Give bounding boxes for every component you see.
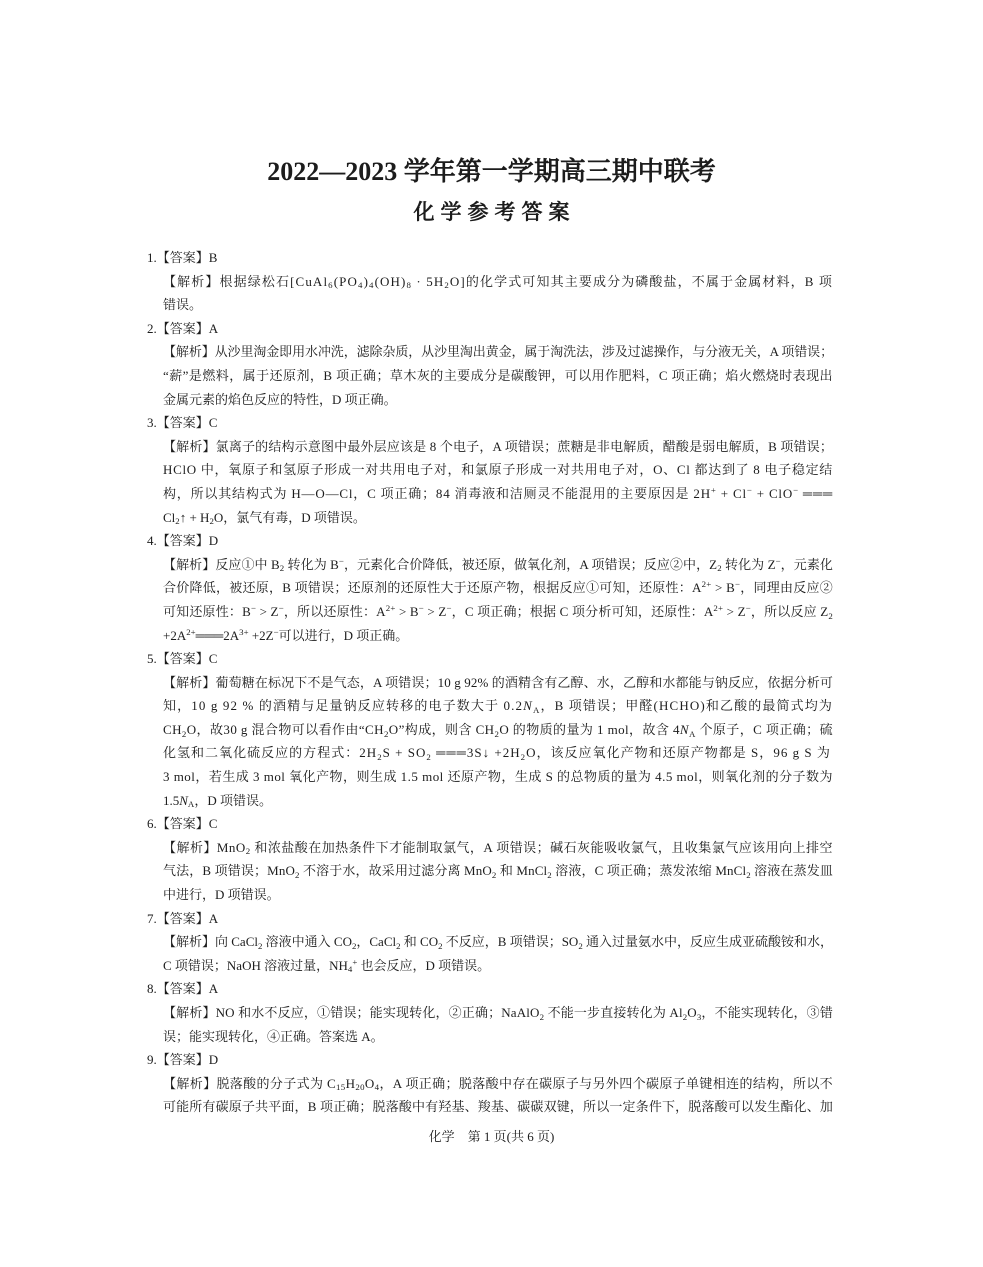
answer-line bbox=[147, 812, 833, 836]
text-run: > Z bbox=[723, 603, 746, 619]
subscript: 3 bbox=[696, 1011, 702, 1022]
subscript: 4 bbox=[347, 964, 353, 975]
text-run: 金属元素的焰色反应的特性，D 项正确。 bbox=[163, 391, 397, 407]
text-run: 错误。 bbox=[163, 297, 203, 313]
text-run: +2A bbox=[163, 627, 187, 643]
analysis-line bbox=[163, 694, 833, 718]
answer-line bbox=[147, 246, 833, 270]
subscript: 2 bbox=[295, 870, 300, 881]
page-footer: 化学 第 1 页(共 6 页) bbox=[428, 1129, 555, 1144]
text-run: 【解析】脱落酸的分子式为 C bbox=[163, 1075, 336, 1091]
superscript: − bbox=[446, 603, 452, 614]
text-run: O，该反应氧化产物和还原产物都是 S，96 g S 为 bbox=[526, 745, 831, 761]
text-run: O bbox=[687, 1005, 697, 1020]
analysis-line bbox=[163, 954, 833, 978]
subscript: 2 bbox=[438, 940, 443, 951]
superscript: − bbox=[418, 603, 424, 614]
text-run: 和 CO bbox=[400, 934, 439, 950]
superscript: − bbox=[745, 603, 751, 614]
analysis-line bbox=[163, 506, 833, 530]
answer-list bbox=[147, 246, 833, 1119]
subscript: 2 bbox=[257, 940, 263, 951]
answer-text: 3.【答案】C bbox=[147, 415, 218, 431]
subscript: 4 bbox=[374, 1082, 380, 1093]
text-run: O，氯气有毒，D 项错误。 bbox=[213, 509, 366, 525]
text-run: CH bbox=[163, 721, 182, 737]
analysis-line bbox=[163, 765, 833, 789]
text-run: ↑ + H bbox=[179, 509, 210, 525]
subscript: 2 bbox=[175, 516, 180, 527]
text-run: 化氢和二氧化硫反应的方程式：2H bbox=[163, 745, 378, 761]
answer-line bbox=[147, 1048, 833, 1072]
text-run: 和浓盐酸在加热条件下才能制取氯气，A 项错误；碱石灰能吸收氯气，且收集氯气应该用向上排空 bbox=[250, 839, 833, 855]
analysis-line bbox=[163, 624, 833, 648]
text-run: 气法，B 项错误；MnO bbox=[163, 863, 296, 879]
subscript: 2 bbox=[682, 1011, 688, 1022]
superscript: + bbox=[352, 956, 358, 967]
text-run: 知，10 g 92 % 的酒精与足量钠反应转移的电子数大于 0.2 bbox=[163, 698, 524, 714]
text-run: ，B 项错误；甲醛(HCHO)和乙酸的最简式均为 bbox=[540, 698, 833, 714]
subscript: 8 bbox=[406, 280, 413, 291]
text-run: ═══2A bbox=[195, 627, 240, 643]
text-run: 不溶于水，故采用过滤分离 MnO bbox=[299, 863, 492, 879]
analysis-line bbox=[163, 576, 833, 600]
text-run: ，不能实现转化，③错 bbox=[701, 1005, 833, 1020]
analysis-line bbox=[163, 930, 833, 954]
superscript: 2+ bbox=[713, 603, 724, 614]
subscript: 2 bbox=[279, 563, 285, 574]
text-run: 【解析】葡萄糖在标况下不是气态，A 项错误；10 g 92% 的酒精含有乙醇、水，乙醇和水都能与钠反应，依据分析可 bbox=[163, 674, 833, 690]
analysis-line bbox=[163, 718, 833, 742]
text-run: ═══3S↓ +2H bbox=[431, 745, 521, 761]
subscript: 20 bbox=[355, 1082, 365, 1093]
analysis-line bbox=[163, 1072, 833, 1096]
italic-symbol: N bbox=[523, 698, 533, 714]
text-run: 【解析】向 CaCl bbox=[163, 934, 258, 950]
subscript: 2 bbox=[547, 870, 552, 881]
analysis-line bbox=[163, 1095, 833, 1119]
text-run: ，元素化合价降低，被还原，做氧化剂，A 项错误；反应②中，Z bbox=[343, 556, 718, 572]
subscript: 2 bbox=[717, 563, 722, 574]
superscript: − bbox=[273, 626, 279, 637]
superscript: − bbox=[746, 485, 753, 496]
analysis-line bbox=[163, 859, 833, 883]
text-run: 合价降低，被还原，B 项错误；还原剂的还原性大于还原产物，根据反应①可知，还原性：A bbox=[163, 580, 702, 596]
text-run: 转化为 B bbox=[284, 556, 339, 572]
text-run: 中进行，D 项错误。 bbox=[163, 887, 280, 903]
text-run: 【解析】NO 和水不反应，①错误；能实现转化，②正确；NaAlO bbox=[163, 1005, 540, 1020]
superscript: − bbox=[250, 603, 257, 614]
subscript: 2 bbox=[209, 516, 214, 527]
answer-line bbox=[147, 317, 833, 341]
analysis-line bbox=[163, 553, 833, 577]
subscript: 2 bbox=[539, 1011, 545, 1022]
subscript: 2 bbox=[444, 280, 450, 291]
page-title: 2022—2023 学年第一学期高三期中联考 bbox=[267, 157, 716, 186]
subscript: 2 bbox=[181, 728, 187, 739]
text-run: 可能所有碳原子共平面，B 项正确；脱落酸中有羟基、羧基、碳碳双键，所以一定条件下，脱落酸可以发生酯化、加 bbox=[163, 1099, 833, 1115]
text-run: 溶液在蒸发皿 bbox=[750, 863, 833, 879]
text-run: 可以进行，D 项正确。 bbox=[278, 627, 409, 643]
text-run: 可知还原性：B bbox=[163, 603, 251, 619]
text-run: C 项错误；NaOH 溶液过量，NH bbox=[163, 957, 348, 973]
text-run: ，所以还原性：A bbox=[283, 603, 386, 619]
superscript: 2+ bbox=[385, 603, 396, 614]
text-run: O]的化学式可知其主要成分为磷酸盐，不属于金属材料，B 项 bbox=[449, 273, 834, 289]
subscript: 15 bbox=[336, 1082, 346, 1093]
subscript: A bbox=[689, 728, 696, 739]
analysis-line bbox=[163, 671, 833, 695]
answer-line bbox=[147, 647, 833, 671]
text-run: ，所以反应 Z bbox=[750, 603, 829, 619]
superscript: 2+ bbox=[701, 579, 712, 590]
superscript: − bbox=[735, 579, 741, 590]
analysis-line bbox=[163, 388, 833, 412]
text-run: > Z bbox=[256, 603, 279, 619]
analysis-line bbox=[163, 789, 833, 813]
superscript: − bbox=[338, 555, 344, 566]
text-run: 通入过量氨水中，反应生成亚硫酸铵和水， bbox=[582, 934, 833, 950]
analysis-line bbox=[163, 1025, 833, 1049]
text-run: (PO bbox=[333, 273, 359, 289]
answer-text: 9.【答案】D bbox=[147, 1052, 219, 1068]
text-run: 溶液，C 项正确；蒸发浓缩 MnCl bbox=[551, 863, 747, 879]
subscript: 2 bbox=[377, 752, 383, 763]
analysis-line bbox=[163, 600, 833, 624]
text-run: ═══ bbox=[798, 485, 833, 501]
text-run: S + SO bbox=[382, 745, 427, 761]
text-run: O bbox=[364, 1075, 375, 1091]
answer-text: 5.【答案】C bbox=[147, 651, 218, 667]
subscript: 2 bbox=[396, 940, 401, 951]
answer-text: 2.【答案】A bbox=[147, 320, 219, 336]
text-run: 个原子，C 项正确；硫 bbox=[695, 721, 834, 737]
analysis-line bbox=[163, 741, 833, 765]
analysis-line bbox=[163, 883, 833, 907]
text-run: ，D 项错误。 bbox=[194, 792, 272, 808]
text-run: 和 MnCl bbox=[496, 863, 548, 879]
superscript: 2+ bbox=[186, 626, 196, 637]
answer-line bbox=[147, 411, 833, 435]
text-run: 也会反应，D 项错误。 bbox=[357, 957, 491, 973]
text-run: 溶液中通入 CO bbox=[262, 934, 352, 950]
subscript: 4 bbox=[358, 280, 364, 291]
subscript: A bbox=[187, 799, 195, 810]
text-run: +2Z bbox=[248, 627, 274, 643]
analysis-line bbox=[163, 293, 833, 317]
subscript: A bbox=[532, 704, 541, 715]
analysis-line bbox=[163, 1001, 833, 1025]
subscript: 4 bbox=[369, 280, 375, 291]
text-run: ，同理由反应② bbox=[740, 580, 833, 596]
text-run: “薪”是燃料，属于还原剂，B 项正确；草木灰的主要成分是碳酸钾，可以用作肥料，C 项正确；焰火燃烧时表现出 bbox=[163, 367, 833, 383]
text-run: 不反应，B 项错误；SO bbox=[442, 934, 579, 950]
text-run: 转化为 Z bbox=[721, 556, 776, 572]
text-run: O”构成，则含 CH bbox=[388, 721, 495, 737]
text-run: ，C 项正确；根据 C 项分析可知，还原性：A bbox=[451, 603, 714, 619]
text-run: > Z bbox=[423, 603, 447, 619]
text-run: 【解析】氯离子的结构示意图中最外层应该是 8 个电子，A 项错误；蔗糖是非电解质，醋酸是弱电解质，B 项错误； bbox=[163, 438, 833, 454]
analysis-line bbox=[163, 340, 833, 364]
text-run: (OH) bbox=[374, 273, 407, 289]
text-run: 【解析】从沙里淘金即用水冲洗，滤除杂质，从沙里淘出黄金，属于淘洗法，涉及过滤操作，与分液无关，A 项错误； bbox=[163, 344, 833, 360]
text-run: · 5H bbox=[412, 273, 445, 289]
analysis-line bbox=[163, 364, 833, 388]
text-run: ，A 项正确；脱落酸中存在碳原子与另外四个碳原子单键相连的结构，所以不 bbox=[379, 1075, 834, 1091]
subscript: 2 bbox=[383, 728, 389, 739]
page-subtitle: 化学参考答案 bbox=[413, 200, 576, 224]
italic-symbol: N bbox=[179, 792, 188, 808]
text-run: O 的物质的量为 1 mol，故含 4 bbox=[499, 721, 680, 737]
superscript: 3+ bbox=[239, 626, 249, 637]
subscript: 2 bbox=[494, 728, 500, 739]
answer-line bbox=[147, 907, 833, 931]
text-run: 【解析】反应①中 B bbox=[163, 556, 280, 572]
text-run: ) bbox=[363, 273, 370, 289]
text-run: > B bbox=[711, 580, 736, 596]
subscript: 2 bbox=[746, 870, 751, 881]
superscript: − bbox=[278, 603, 284, 614]
text-run: 不能一步直接转化为 Al bbox=[544, 1005, 683, 1020]
italic-symbol: N bbox=[679, 721, 689, 737]
text-run: ，元素化 bbox=[780, 556, 833, 572]
text-run: 【解析】MnO bbox=[163, 839, 246, 855]
subscript: 2 bbox=[578, 940, 583, 951]
text-run: ，CaCl bbox=[356, 934, 397, 950]
answer-text: 8.【答案】A bbox=[147, 981, 219, 997]
analysis-line bbox=[163, 482, 833, 506]
text-run: 【解析】根据绿松石[CuAl bbox=[163, 273, 329, 289]
text-run: Cl bbox=[163, 509, 176, 525]
superscript: − bbox=[793, 485, 799, 496]
answer-text: 4.【答案】D bbox=[147, 533, 219, 549]
analysis-line bbox=[163, 435, 833, 459]
text-run: HClO 中，氧原子和氢原子形成一对共用电子对，和氯原子形成一对共用电子对，O、Cl 都达到了 8 电子稳定结 bbox=[163, 462, 833, 478]
text-run: 1.5 bbox=[163, 792, 180, 808]
subscript: 2 bbox=[426, 752, 432, 763]
text-run: 误；能实现转化，④正确。答案选 A。 bbox=[163, 1028, 384, 1044]
text-run: 3 mol，若生成 3 mol 氧化产物，则生成 1.5 mol 还原产物，生成 S 的总物质的量为 4.5 mol，则氧化剂的分子数为 bbox=[163, 769, 833, 785]
answer-text: 6.【答案】C bbox=[147, 816, 218, 832]
text-run: + ClO bbox=[752, 485, 794, 501]
subscript: 2 bbox=[491, 870, 497, 881]
analysis-line bbox=[163, 270, 833, 294]
text-run: O，故30 g 混合物可以看作由“CH bbox=[186, 721, 384, 737]
analysis-line bbox=[163, 458, 833, 482]
superscript: − bbox=[775, 555, 781, 566]
answer-text: 7.【答案】A bbox=[147, 910, 219, 926]
analysis-line bbox=[163, 836, 833, 860]
answer-line bbox=[147, 529, 833, 553]
text-run: + Cl bbox=[716, 485, 747, 501]
superscript: + bbox=[710, 485, 717, 496]
answer-line bbox=[147, 977, 833, 1001]
subscript: 2 bbox=[351, 940, 357, 951]
subscript: 2 bbox=[828, 610, 833, 621]
text-run: H bbox=[345, 1075, 356, 1091]
text-run: > B bbox=[395, 603, 419, 619]
subscript: 6 bbox=[328, 280, 334, 291]
subscript: 2 bbox=[520, 752, 527, 763]
answer-text: 1.【答案】B bbox=[147, 250, 218, 265]
subscript: 2 bbox=[245, 846, 251, 857]
text-run: 构，所以其结构式为 H—O—Cl，C 项正确；84 消毒液和洁厕灵不能混用的主要原因是 2H bbox=[163, 485, 711, 501]
